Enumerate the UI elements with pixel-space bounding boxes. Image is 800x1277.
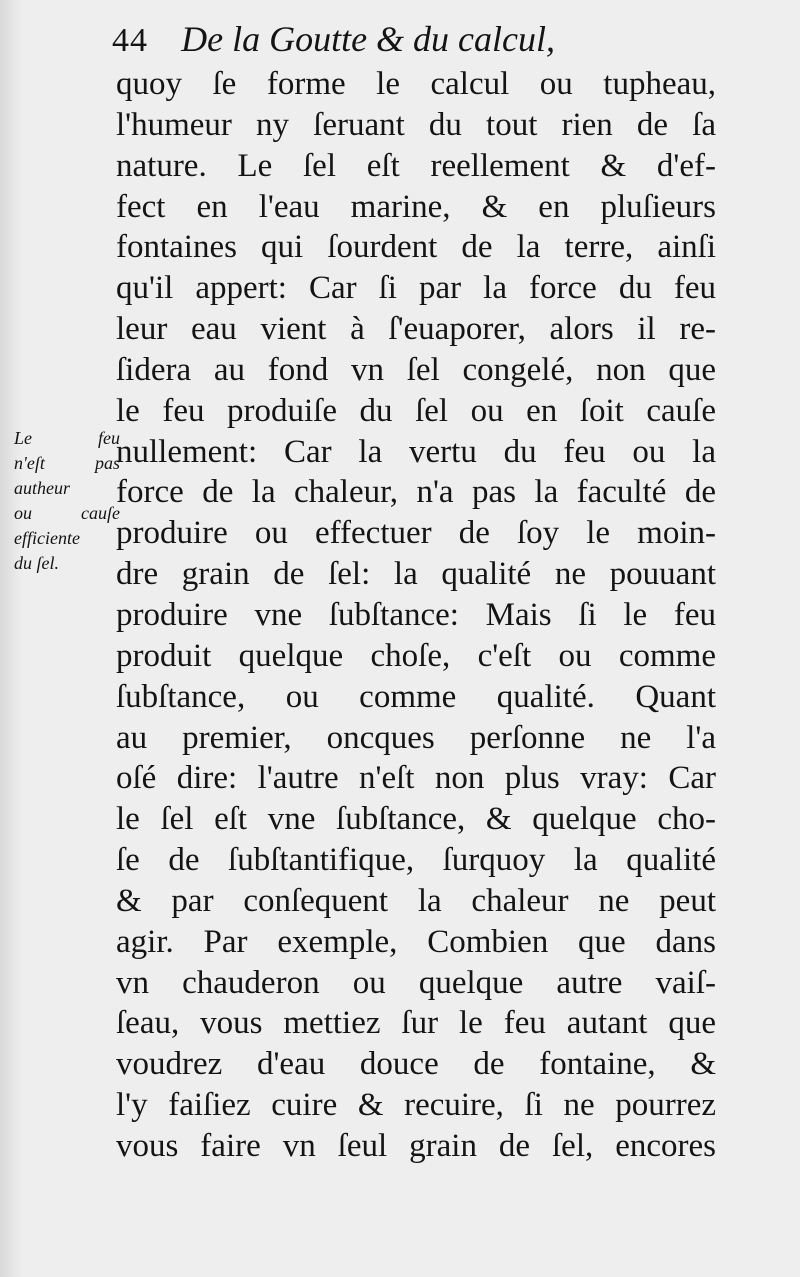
text-line: le ſel eſt vne ſubſtance, & quelque cho- bbox=[116, 801, 716, 838]
text-line: nullement: Car la vertu du feu ou la bbox=[116, 433, 716, 470]
text-line: agir. Par exemple, Combien que dans bbox=[116, 923, 716, 960]
margin-note-line: n'eſt pas bbox=[14, 453, 120, 473]
text-line: le feu produiſe du ſel ou en ſoit cauſe bbox=[116, 392, 716, 429]
text-line: vous faire vn ſeul grain de ſel, encores bbox=[116, 1127, 716, 1164]
text-line: quoy ſe forme le calcul ou tupheau, bbox=[116, 66, 716, 102]
text-line: produire vne ſubſtance: Mais ſi le feu bbox=[116, 596, 716, 633]
margin-note-line: ou cauſe bbox=[14, 503, 120, 523]
page-number: 44 bbox=[112, 22, 148, 59]
text-line: ſeau, vous mettiez ſur le feu autant que bbox=[116, 1005, 716, 1042]
margin-note-line: Le feu bbox=[14, 428, 120, 448]
text-line: produire ou effectuer de ſoy le moin- bbox=[116, 515, 716, 552]
running-title: De la Goutte & du calcul, bbox=[181, 19, 556, 59]
main-text-block bbox=[116, 64, 716, 1167]
text-line: voudrez d'eau douce de fontaine, & bbox=[116, 1046, 716, 1083]
margin-note-line: du ſel. bbox=[14, 553, 59, 573]
margin-note-line: autheur bbox=[14, 478, 70, 498]
text-line: au premier, oncques perſonne ne l'a bbox=[116, 719, 716, 756]
text-line: vn chauderon ou quelque autre vaiſ- bbox=[116, 964, 716, 1001]
text-line: l'y faiſiez cuire & recuire, ſi ne pourrez bbox=[116, 1087, 716, 1124]
page-header bbox=[112, 18, 555, 60]
margin-note-line: efficiente bbox=[14, 528, 80, 548]
text-line: l'humeur ny ſeruant du tout rien de ſa bbox=[116, 106, 716, 143]
text-line: produit quelque choſe, c'eſt ou comme bbox=[116, 637, 716, 674]
text-line: nature. Le ſel eſt reellement & d'ef- bbox=[116, 147, 716, 184]
scan-edge-shadow bbox=[0, 0, 22, 1277]
text-line: ſidera au fond vn ſel congelé, non que bbox=[116, 351, 716, 388]
text-line: force de la chaleur, n'a pas la faculté de bbox=[116, 474, 716, 511]
text-line: fect en l'eau marine, & en pluſieurs bbox=[116, 188, 716, 225]
marginal-note bbox=[14, 426, 120, 576]
text-line: oſé dire: l'autre n'eſt non plus vray: Car bbox=[116, 760, 716, 797]
text-line: leur eau vient à ſ'euaporer, alors il re- bbox=[116, 311, 716, 348]
text-line: ſe de ſubſtantifique, ſurquoy la qualité bbox=[116, 842, 716, 879]
text-line: & par conſequent la chaleur ne peut bbox=[116, 882, 716, 919]
text-line: qu'il appert: Car ſi par la force du feu bbox=[116, 270, 716, 307]
text-line: ſubſtance, ou comme qualité. Quant bbox=[116, 678, 716, 715]
text-line: fontaines qui ſourdent de la terre, ainſi bbox=[116, 229, 716, 266]
text-line: dre grain de ſel: la qualité ne pouuant bbox=[116, 556, 716, 593]
